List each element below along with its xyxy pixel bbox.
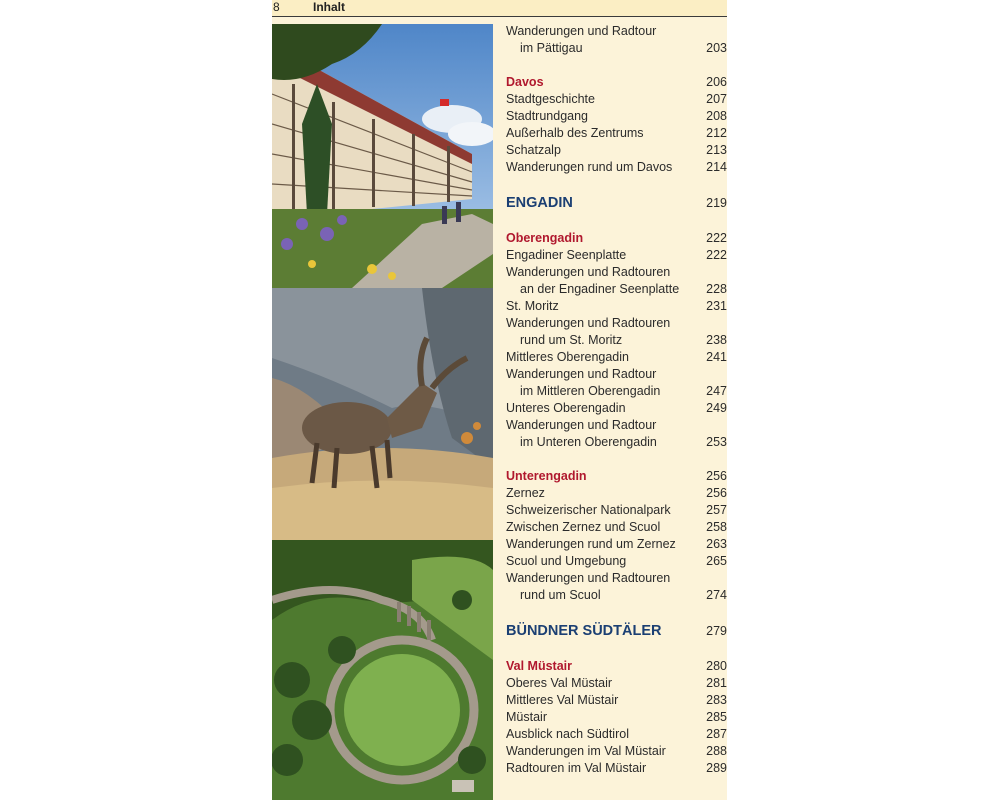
toc-page-number: 253	[706, 435, 727, 449]
toc-page-number: 222	[706, 231, 727, 245]
toc-entry[interactable]	[506, 675, 727, 692]
toc-entry[interactable]	[506, 417, 727, 434]
toc-page-number: 274	[706, 588, 727, 602]
toc-entry[interactable]	[506, 692, 727, 709]
toc-entry[interactable]	[506, 349, 727, 366]
toc-title: Stadtgeschichte	[506, 92, 595, 106]
toc-entry[interactable]	[506, 760, 727, 777]
toc-entry[interactable]	[506, 159, 727, 176]
toc-title: rund um Scuol	[520, 588, 601, 602]
toc-entry[interactable]	[506, 298, 727, 315]
toc-entry[interactable]	[506, 366, 727, 383]
toc-spacer	[506, 604, 727, 621]
toc-page-number: 257	[706, 503, 727, 517]
toc-entry[interactable]	[506, 332, 727, 349]
toc-title: Wanderungen und Radtour	[506, 367, 657, 381]
toc-page-number: 228	[706, 282, 727, 296]
toc-title: Unterengadin	[506, 469, 587, 483]
toc-page-number: 265	[706, 554, 727, 568]
toc-title: Mittleres Oberengadin	[506, 350, 629, 364]
toc-entry[interactable]	[506, 570, 727, 587]
toc-page-number: 280	[706, 659, 727, 673]
toc-entry[interactable]	[506, 264, 727, 281]
toc-spacer	[506, 641, 727, 658]
toc-title: ENGADIN	[506, 195, 573, 211]
toc-page-number: 208	[706, 109, 727, 123]
toc-entry[interactable]	[506, 502, 727, 519]
toc-title: im Unteren Oberengadin	[520, 435, 657, 449]
photo-column	[272, 24, 493, 800]
toc-page-number: 263	[706, 537, 727, 551]
toc-entry[interactable]	[506, 726, 727, 743]
toc-entry[interactable]	[506, 536, 727, 553]
toc-spacer	[506, 57, 727, 74]
toc-entry[interactable]	[506, 315, 727, 332]
toc-title: Zwischen Zernez und Scuol	[506, 520, 661, 534]
toc-spacer	[506, 176, 727, 193]
toc-title: Wanderungen rund um Davos	[506, 160, 673, 174]
toc-title: Wanderungen und Radtour	[506, 418, 657, 432]
toc-title: an der Engadiner Seenplatte	[520, 282, 680, 296]
toc-entry[interactable]	[506, 23, 727, 40]
toc-title: Außerhalb des Zentrums	[506, 126, 644, 140]
toc-page-number: 213	[706, 143, 727, 157]
toc-entry[interactable]	[506, 519, 727, 536]
toc-page-number: 249	[706, 401, 727, 415]
schatzalp-hotel-photo	[272, 24, 493, 288]
toc-entry[interactable]	[506, 108, 727, 125]
ibex-photo	[272, 288, 493, 540]
toc-title: Engadiner Seenplatte	[506, 248, 627, 262]
toc-entry[interactable]	[506, 142, 727, 159]
toc-title: Radtouren im Val Müstair	[506, 761, 647, 775]
toc-page-number: 222	[706, 248, 727, 262]
toc-entry[interactable]	[506, 587, 727, 604]
header-title: Inhalt	[313, 0, 345, 14]
toc-entry[interactable]	[506, 247, 727, 264]
toc-entry[interactable]	[506, 40, 727, 57]
toc-page-number: 258	[706, 520, 727, 534]
toc-title: Scuol und Umgebung	[506, 554, 627, 568]
toc-page-number: 289	[706, 761, 727, 775]
toc-page-number: 231	[706, 299, 727, 313]
toc-chapter[interactable]	[506, 621, 727, 641]
toc-title: Schatzalp	[506, 143, 561, 157]
toc-page-number: 219	[706, 196, 727, 210]
toc-entry[interactable]	[506, 434, 727, 451]
toc-title: Davos	[506, 75, 544, 89]
toc-title: Stadtrundgang	[506, 109, 589, 123]
toc-title: Wanderungen und Radtouren	[506, 316, 671, 330]
toc-page-number: 212	[706, 126, 727, 140]
toc-page-number: 207	[706, 92, 727, 106]
toc-entry[interactable]	[506, 743, 727, 760]
toc-title: Val Müstair	[506, 659, 572, 673]
toc-page-number: 281	[706, 676, 727, 690]
brusio-viaduct-photo	[272, 540, 493, 800]
toc-spacer	[506, 213, 727, 230]
toc-page-number: 256	[706, 486, 727, 500]
toc-title: Müstair	[506, 710, 547, 724]
toc-page-number: 214	[706, 160, 727, 174]
toc-title: Unteres Oberengadin	[506, 401, 626, 415]
toc-page-number: 283	[706, 693, 727, 707]
toc-title: Ausblick nach Südtirol	[506, 727, 629, 741]
toc-section[interactable]	[506, 74, 727, 91]
toc-title: Mittleres Val Müstair	[506, 693, 619, 707]
toc-entry[interactable]	[506, 91, 727, 108]
toc-section[interactable]	[506, 230, 727, 247]
toc-entry[interactable]	[506, 485, 727, 502]
toc-page-number: 203	[706, 41, 727, 55]
toc-entry[interactable]	[506, 383, 727, 400]
toc-title: im Mittleren Oberengadin	[520, 384, 661, 398]
toc-title: Schweizerischer Nationalpark	[506, 503, 671, 517]
toc-page-number: 238	[706, 333, 727, 347]
toc-title: rund um St. Moritz	[520, 333, 623, 347]
toc-section[interactable]	[506, 468, 727, 485]
toc-page-number: 241	[706, 350, 727, 364]
toc-title: Zernez	[506, 486, 545, 500]
toc-entry[interactable]	[506, 281, 727, 298]
toc-title: St. Moritz	[506, 299, 559, 313]
toc-section[interactable]	[506, 658, 727, 675]
toc-entry[interactable]	[506, 125, 727, 142]
toc-page-number: 287	[706, 727, 727, 741]
toc-chapter[interactable]	[506, 193, 727, 213]
toc-spacer	[506, 451, 727, 468]
toc-page-number: 206	[706, 75, 727, 89]
toc-title: Wanderungen und Radtouren	[506, 265, 671, 279]
toc-entry[interactable]	[506, 709, 727, 726]
toc-page-number: 247	[706, 384, 727, 398]
toc-page-number: 256	[706, 469, 727, 483]
toc-title: BÜNDNER SÜDTÄLER	[506, 623, 662, 639]
toc-title: Wanderungen und Radtouren	[506, 571, 671, 585]
toc-entry[interactable]	[506, 400, 727, 417]
toc-title: Wanderungen und Radtour	[506, 24, 657, 38]
toc-title: im Pättigau	[520, 41, 583, 55]
toc-page-number: 279	[706, 624, 727, 638]
page-number: 8	[273, 0, 280, 14]
table-of-contents	[506, 23, 727, 777]
toc-title: Oberengadin	[506, 231, 584, 245]
toc-title: Wanderungen rund um Zernez	[506, 537, 676, 551]
toc-title: Oberes Val Müstair	[506, 676, 613, 690]
toc-page-number: 288	[706, 744, 727, 758]
toc-page-number: 285	[706, 710, 727, 724]
toc-title: Wanderungen im Val Müstair	[506, 744, 666, 758]
toc-entry[interactable]	[506, 553, 727, 570]
